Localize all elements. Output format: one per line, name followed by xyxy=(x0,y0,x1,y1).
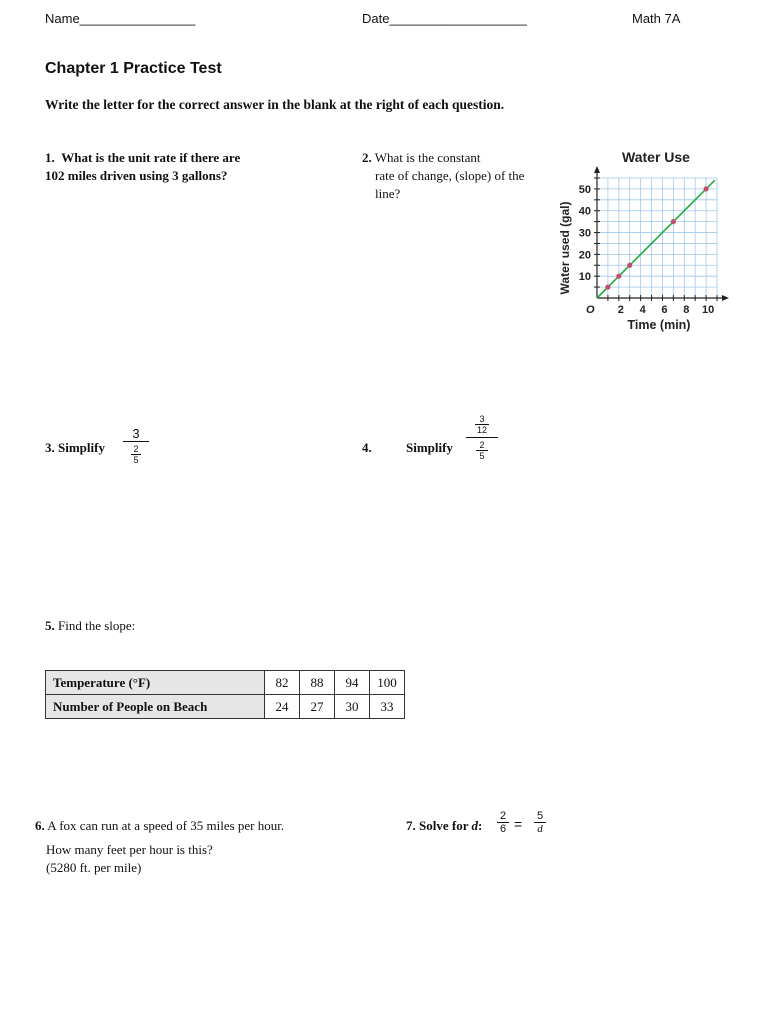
question-5 xyxy=(45,617,135,635)
question-7-number: 7. xyxy=(406,818,416,833)
question-4-number: 4. xyxy=(362,440,372,455)
chart-y-tick-label: 50 xyxy=(578,183,591,196)
question-3-number: 3 xyxy=(45,440,52,455)
table-cell: 94 xyxy=(335,671,370,695)
course-label: Math 7A xyxy=(632,11,681,26)
table-cell: 30 xyxy=(335,695,370,719)
chart-series-line xyxy=(597,180,715,298)
question-4-main-bar xyxy=(466,437,498,438)
question-3-inner-fraction xyxy=(131,444,141,465)
chart-origin-label: O xyxy=(586,304,595,316)
chart-data-point xyxy=(616,274,621,279)
question-3-complex-fraction xyxy=(123,426,149,465)
chart-x-tick-label: 6 xyxy=(661,304,668,316)
question-3-inner-denominator: 5 xyxy=(133,455,139,465)
table-row xyxy=(46,671,405,695)
question-3-numerator: 3 xyxy=(132,426,140,441)
chart-x-tick-label: 10 xyxy=(701,304,715,316)
question-6-line-1: A fox can run at a speed of 35 miles per hour. xyxy=(47,818,285,833)
question-4-top-fraction xyxy=(475,414,489,435)
page-title: Chapter 1 Practice Test xyxy=(45,60,222,77)
chart-y-axis-arrow xyxy=(594,166,600,173)
question-7-variable: d xyxy=(471,818,478,833)
question-2-line-3: line? xyxy=(375,186,401,201)
chart-data-point xyxy=(605,284,610,289)
question-4-bottom-denominator: 5 xyxy=(479,451,485,461)
name-field-label: Name________________ xyxy=(45,11,196,26)
table-row-header: Number of People on Beach xyxy=(46,695,265,719)
chart-x-tick-label: 4 xyxy=(639,304,646,316)
table-row-header: Temperature (°F) xyxy=(46,671,265,695)
table-cell: 100 xyxy=(370,671,405,695)
chart-y-tick-label: 30 xyxy=(578,227,591,240)
question-4-top-numerator: 3 xyxy=(479,414,485,424)
chart-y-tick-label: 10 xyxy=(578,271,591,284)
question-7-left-fraction xyxy=(497,810,509,835)
question-7-right-fraction xyxy=(534,810,546,835)
table-cell: 88 xyxy=(300,671,335,695)
table-cell: 27 xyxy=(300,695,335,719)
chart-title: Water Use xyxy=(622,149,690,165)
question-4-bottom-fraction xyxy=(476,440,488,461)
question-7 xyxy=(406,817,482,835)
question-3-inner-numerator: 2 xyxy=(133,444,139,454)
table-cell: 24 xyxy=(265,695,300,719)
question-1-number: 1. xyxy=(45,150,55,165)
question-4-bottom-numerator: 2 xyxy=(479,440,485,450)
temperature-beach-table xyxy=(45,670,405,719)
table-cell: 33 xyxy=(370,695,405,719)
question-7-left-numerator: 2 xyxy=(499,810,507,822)
question-1 xyxy=(45,149,240,185)
chart-x-tick-label: 2 xyxy=(617,304,624,316)
question-7-left-denominator: 6 xyxy=(499,823,507,835)
question-1-line-1: What is the unit rate if there are xyxy=(61,150,241,165)
question-6-number: 6. xyxy=(35,818,45,833)
table-cell: 82 xyxy=(265,671,300,695)
chart-y-axis-label: Water used (gal) xyxy=(558,201,572,295)
chart-data-point xyxy=(703,186,708,191)
chart-data-point xyxy=(671,219,676,224)
question-3-fraction-bar xyxy=(123,441,149,442)
chart-y-tick-label: 40 xyxy=(578,205,591,218)
question-2-line-1: What is the constant xyxy=(374,150,481,165)
table-row xyxy=(46,695,405,719)
instructions: Write the letter for the correct answer in the blank at the right of each question. xyxy=(45,97,505,112)
question-7-right-denominator: d xyxy=(537,823,543,835)
question-4-label: Simplify xyxy=(406,440,453,455)
chart-data-point xyxy=(627,263,632,268)
question-4-complex-fraction xyxy=(466,414,498,461)
question-2-number: 2. xyxy=(362,150,372,165)
question-2-line-2: rate of change, (slope) of the xyxy=(375,168,525,183)
question-7-label: Solve for xyxy=(419,818,469,833)
chart-x-axis-label: Time (min) xyxy=(627,318,691,332)
question-7-right-numerator: 5 xyxy=(536,810,544,822)
question-6 xyxy=(35,817,284,877)
question-7-colon: : xyxy=(477,818,483,833)
question-6-line-3: (5280 ft. per mile) xyxy=(46,860,142,875)
water-use-chart xyxy=(552,144,762,340)
question-2 xyxy=(362,149,524,203)
question-3-label: . Simplify xyxy=(51,440,105,455)
question-3 xyxy=(45,439,105,457)
date-field-label: Date___________________ xyxy=(362,11,527,26)
question-1-line-2: 102 miles driven using 3 gallons? xyxy=(45,168,228,183)
chart-x-tick-label: 8 xyxy=(683,304,690,316)
question-5-number: 5. xyxy=(45,618,55,633)
chart-series xyxy=(597,180,715,298)
chart-x-axis-arrow xyxy=(722,295,729,301)
question-4-top-denominator: 12 xyxy=(476,425,487,435)
question-7-equals: = xyxy=(514,816,523,832)
question-5-label: Find the slope: xyxy=(58,618,136,633)
question-6-line-2: How many feet per hour is this? xyxy=(46,842,213,857)
chart-y-tick-label: 20 xyxy=(578,249,591,262)
